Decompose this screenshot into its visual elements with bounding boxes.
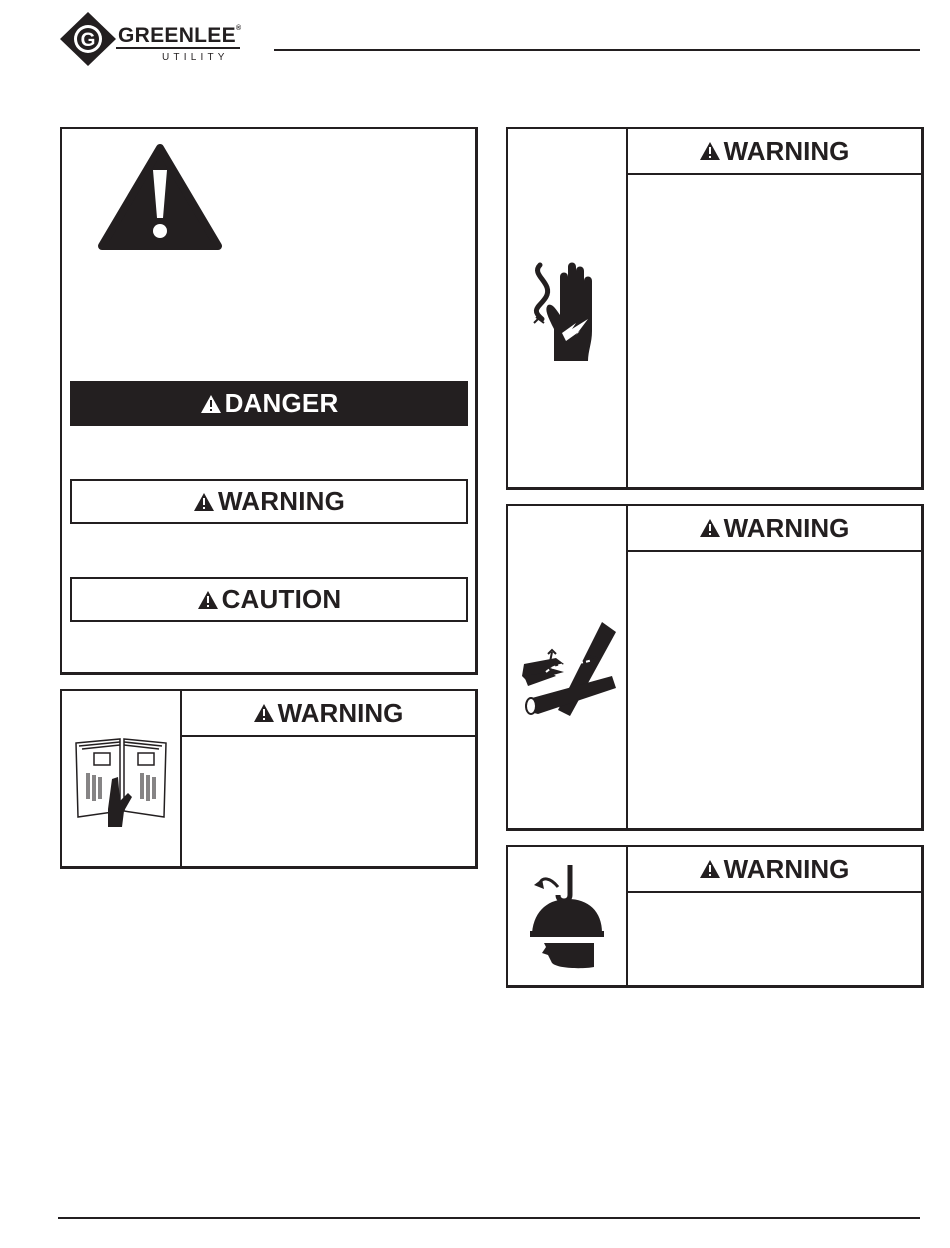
cutting-hazard-warning-panel (506, 504, 924, 831)
caution-signal-label (70, 577, 468, 622)
read-manual-icon (72, 731, 172, 831)
brand-name: GREENLEE (118, 24, 236, 47)
electric-shock-warning-title: WARNING (723, 135, 850, 166)
warning-text: WARNING (217, 486, 346, 516)
greenlee-diamond-icon (58, 10, 118, 68)
warning-signal-label (70, 479, 468, 524)
cutting-hazard-icon-column (508, 506, 628, 828)
read-manual-icon-column (62, 691, 182, 866)
warning-alert-icon (699, 141, 721, 161)
header-rule (274, 49, 920, 51)
brand-underline (116, 47, 240, 49)
warning-alert-icon (699, 518, 721, 538)
cutting-hazard-icon (520, 620, 620, 720)
caution-alert-icon (197, 590, 219, 610)
brand-logo (58, 10, 258, 68)
read-manual-warning-title: WARNING (277, 697, 404, 728)
brand-registered-mark: ® (236, 25, 242, 32)
hard-hat-hazard-icon (528, 865, 608, 969)
brand-subtitle: UTILITY (162, 52, 229, 63)
head-protection-icon-column (508, 847, 628, 985)
warning-alert-icon (699, 859, 721, 879)
logo-letter: G (80, 30, 96, 51)
electric-shock-hand-icon (526, 257, 610, 365)
electric-shock-warning-panel (506, 127, 924, 490)
cutting-hazard-warning-title: WARNING (723, 512, 850, 543)
head-protection-warning-header (627, 847, 921, 893)
danger-alert-icon (200, 394, 222, 414)
danger-text: DANGER (224, 388, 339, 418)
warning-alert-icon (253, 703, 275, 723)
danger-signal-label (70, 381, 468, 426)
head-protection-warning-title: WARNING (723, 853, 850, 884)
caution-text: CAUTION (221, 584, 342, 614)
read-manual-warning-panel (60, 689, 478, 869)
safety-alert-symbol-icon (97, 142, 223, 252)
footer-rule (58, 1217, 920, 1219)
electric-shock-warning-header (627, 129, 921, 175)
safety-alert-panel (60, 127, 478, 675)
head-protection-warning-panel (506, 845, 924, 988)
electric-shock-icon-column (508, 129, 628, 487)
cutting-hazard-warning-header (627, 506, 921, 552)
read-manual-warning-header (181, 691, 475, 737)
warning-alert-icon (193, 492, 215, 512)
